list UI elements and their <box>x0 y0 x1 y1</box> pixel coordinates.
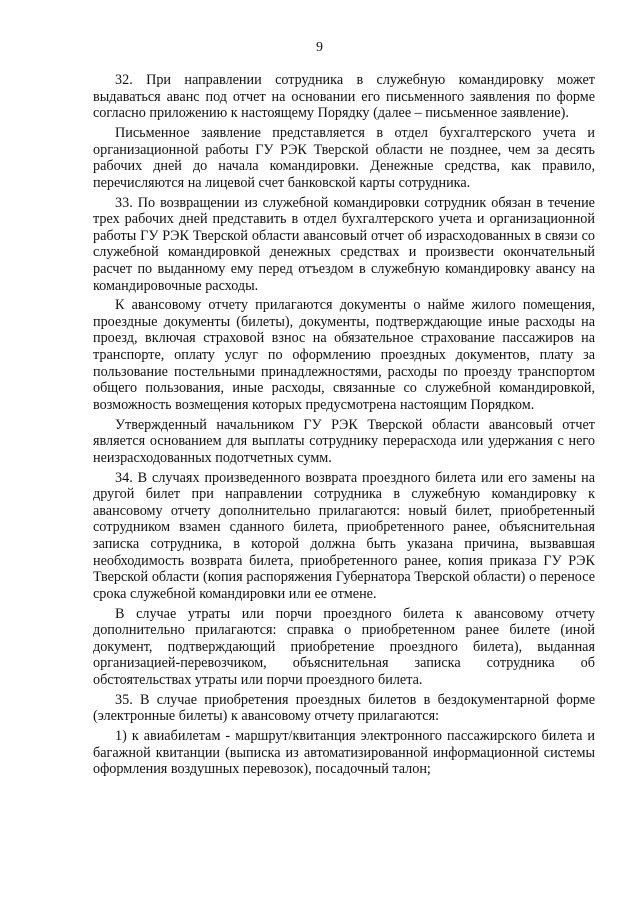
page-number: 9 <box>316 40 323 55</box>
list-item-air-tickets: 1) к авиабилетам - маршрут/квитанция электронного пассажирского билета и багажной квитанции (выписка из автоматизированной информационной системы оформления воздушных перевозок), посадочный талон; <box>93 728 595 778</box>
paragraph-written-application: Письменное заявление представляется в отдел бухгалтерского учета и организационной работы ГУ РЭК Тверской области не позднее, чем за десять рабочих дней до начала командировки. Денежные средства, как правило, перечисляются на лицевой счет банковской карты сотрудника. <box>93 124 595 191</box>
paragraph-32: 32. При направлении сотрудника в служебную командировку может выдаваться аванс под отчет на основании его письменного заявления по форме согласно приложению к настоящему Порядку (далее – письменное заявление). <box>93 72 595 122</box>
document-body <box>93 72 595 778</box>
paragraph-report-attachments: К авансовому отчету прилагаются документы о найме жилого помещения, проездные документы (билеты), документы, подтверждающие иные расходы на проезд, включая страховой взнос на обязательное страхование пассажиров на транспорте, оплату услуг по оформлению проездных документов, плату за пользование постельными принадлежностями, расходы по проезду транспортом общего пользования, иные расходы, связанные со служебной командировкой, возможность возмещения которых предусмотрена настоящим Порядком. <box>93 297 595 413</box>
paragraph-approved-report: Утвержденный начальником ГУ РЭК Тверской области авансовый отчет является основанием для выплаты сотруднику перерасхода или удержания с него неизрасходованных подотчетных сумм. <box>93 416 595 466</box>
paragraph-ticket-loss: В случае утраты или порчи проездного билета к авансовому отчету дополнительно прилагаются: справка о приобретенном ранее билете (иной документ, подтверждающий приобретение проездного билета), выданная организацией-перевозчиком, объяснительная записка сотрудника об обстоятельствах утраты или порчи проездного билета. <box>93 605 595 688</box>
paragraph-33: 33. По возвращении из служебной командировки сотрудник обязан в течение трех рабочих дней представить в отдел бухгалтерского учета и организационной работы ГУ РЭК Тверской области авансовый отчет об израсходованных в связи со служебной командировкой денежных средствах и произвести окончательный расчет по выданному ему перед отъездом в служебную командировку авансу на командировочные расходы. <box>93 194 595 294</box>
paragraph-34: 34. В случаях произведенного возврата проездного билета или его замены на другой билет при направлении сотрудника в служебную командировку к авансовому отчету дополнительно прилагаются: новый билет, приобретенный сотрудником взамен сданного билета, приобретенного ранее, объяснительная записка сотрудника, в которой должна быть указана причина, вызвавшая необходимость возврата билета, приобретенного ранее, копия приказа ГУ РЭК Тверской области (копия распоряжения Губернатора Тверской области) о переносе срока служебной командировки или ее отмене. <box>93 469 595 602</box>
paragraph-35: 35. В случае приобретения проездных билетов в бездокументарной форме (электронные билеты) к авансовому отчету прилагаются: <box>93 691 595 725</box>
